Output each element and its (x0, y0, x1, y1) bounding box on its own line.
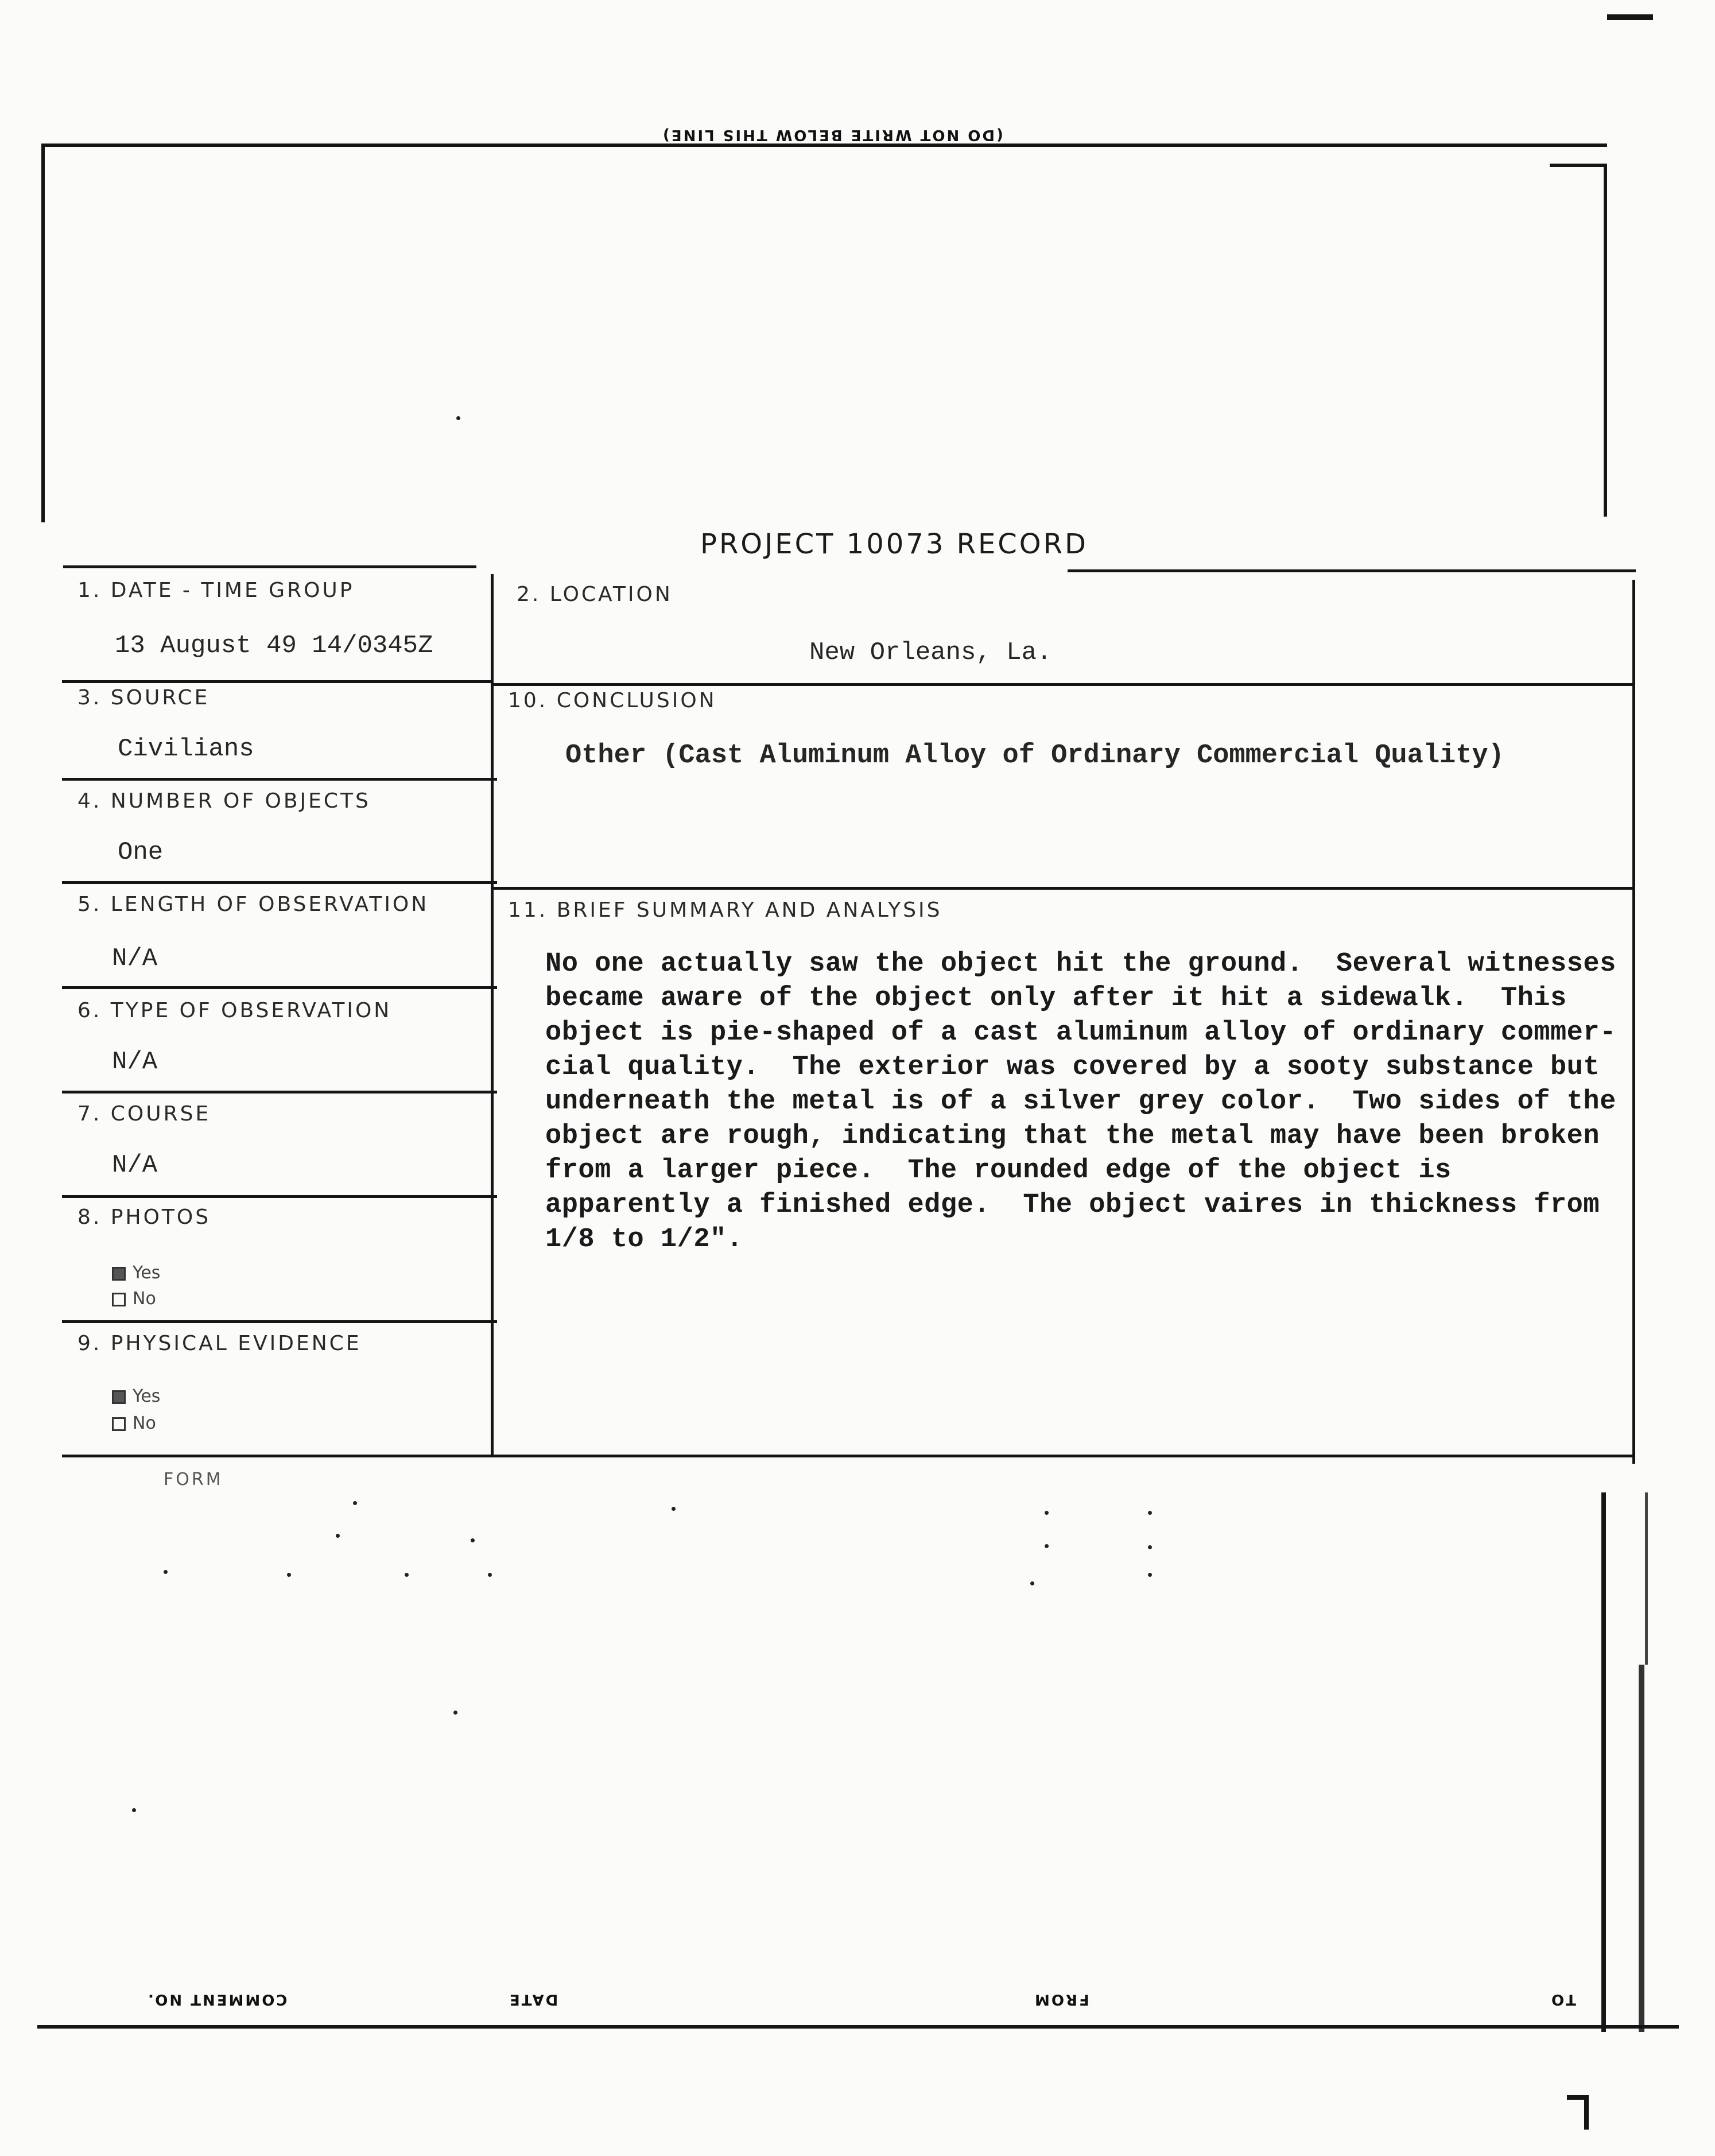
type-row-bottom (62, 1091, 497, 1093)
summary-label: 11. BRIEF SUMMARY AND ANALYSIS (508, 898, 942, 922)
conclusion-label: 10. CONCLUSION (508, 689, 717, 712)
summary-line: became aware of the object only after it hit a sidewalk. This (545, 983, 1567, 1014)
date-time-group-value: 13 August 49 14/0345Z (115, 631, 433, 660)
form-top-border-left (63, 565, 476, 568)
course-value: N/A (112, 1151, 158, 1180)
date-row-bottom (62, 680, 491, 683)
speck (1030, 1581, 1034, 1585)
summary-line: object is pie-shaped of a cast aluminum alloy of ordinary commer- (545, 1018, 1616, 1048)
speck (471, 1538, 475, 1542)
photos-row-bottom (62, 1320, 497, 1323)
location-label: 2. LOCATION (517, 583, 673, 606)
speck (1148, 1545, 1152, 1549)
physical-evidence-no-option[interactable]: No (112, 1413, 156, 1433)
summary-line: apparently a finished edge. The object vaires in thickness from (545, 1190, 1600, 1220)
speck (1045, 1544, 1049, 1548)
speck (353, 1501, 357, 1505)
course-label: 7. COURSE (77, 1102, 211, 1126)
form-bottom-border (62, 1455, 1635, 1457)
photos-no-option[interactable]: No (112, 1289, 156, 1309)
location-value: New Orleans, La. (809, 638, 1052, 667)
location-row-bottom (494, 683, 1633, 686)
speck (336, 1534, 340, 1538)
speck (1045, 1511, 1049, 1515)
from-label: FROM (1033, 1991, 1089, 2008)
summary-line: No one actually saw the object hit the ground. Several witnesses (545, 949, 1616, 979)
corner-mark (1607, 14, 1653, 20)
number-of-objects-value: One (118, 838, 164, 867)
do-not-write-notice: (DO NOT WRITE BELOW THIS LINE) (661, 126, 1003, 144)
speck (456, 416, 460, 420)
right-edge-mark (1645, 1492, 1648, 1665)
speck (672, 1507, 676, 1511)
number-of-objects-label: 4. NUMBER OF OBJECTS (77, 789, 371, 813)
checkbox-icon (112, 1293, 126, 1306)
speck (164, 1570, 168, 1574)
type-of-observation-value: N/A (112, 1048, 158, 1076)
length-of-observation-label: 5. LENGTH OF OBSERVATION (77, 893, 429, 916)
checkbox-icon (112, 1390, 126, 1404)
photos-label: 8. PHOTOS (77, 1205, 211, 1229)
upper-box-top-right-corner (1550, 164, 1607, 167)
upper-box-right-border (1604, 166, 1607, 517)
source-row-bottom (62, 778, 497, 781)
type-of-observation-label: 6. TYPE OF OBSERVATION (77, 999, 392, 1022)
comment-number-label: COMMENT NO. (146, 1991, 288, 2008)
upper-box-top-border (43, 144, 1607, 147)
summary-line: 1/8 to 1/2". (545, 1224, 743, 1255)
summary-line: object are rough, indicating that the metal may have been broken (545, 1121, 1600, 1151)
upper-box-left-border (41, 144, 45, 522)
summary-line: from a larger piece. The rounded edge of the object is (545, 1155, 1452, 1186)
checkbox-icon (112, 1417, 126, 1431)
speck (405, 1573, 409, 1577)
to-label: TO (1550, 1991, 1576, 2008)
physical-evidence-yes-option[interactable]: Yes (112, 1386, 160, 1406)
bottom-rule (37, 2025, 1679, 2029)
source-label: 3. SOURCE (77, 686, 210, 709)
summary-text (545, 947, 1670, 1257)
length-row-bottom (62, 986, 497, 989)
source-value: Civilians (118, 735, 254, 763)
checkbox-icon (112, 1267, 126, 1281)
speck (488, 1573, 492, 1577)
speck (132, 1808, 136, 1812)
physical-evidence-label: 9. PHYSICAL EVIDENCE (77, 1332, 362, 1355)
form-title: PROJECT 10073 RECORD (700, 528, 1088, 560)
right-edge-mark (1639, 1665, 1644, 2032)
date-time-group-label: 1. DATE - TIME GROUP (77, 579, 355, 602)
photos-yes-option[interactable]: Yes (112, 1263, 160, 1283)
speck (453, 1711, 457, 1715)
conclusion-row-bottom (494, 887, 1633, 890)
form-number-label: FORM (164, 1469, 223, 1490)
speck (287, 1573, 291, 1577)
right-edge-mark (1601, 1492, 1606, 2032)
conclusion-value: Other (Cast Aluminum Alloy of Ordinary Commercial Quality) (565, 740, 1504, 771)
speck (1148, 1573, 1152, 1577)
summary-line: underneath the metal is of a silver grey color. Two sides of the (545, 1087, 1616, 1117)
length-of-observation-value: N/A (112, 944, 158, 973)
summary-line: cial quality. The exterior was covered by a sooty substance but (545, 1052, 1600, 1083)
date-label: DATE (508, 1991, 558, 2008)
form-top-border-right (1068, 569, 1636, 572)
corner-mark (1584, 2095, 1589, 2130)
course-row-bottom (62, 1195, 497, 1198)
speck (1148, 1511, 1152, 1515)
objects-row-bottom (62, 881, 497, 884)
